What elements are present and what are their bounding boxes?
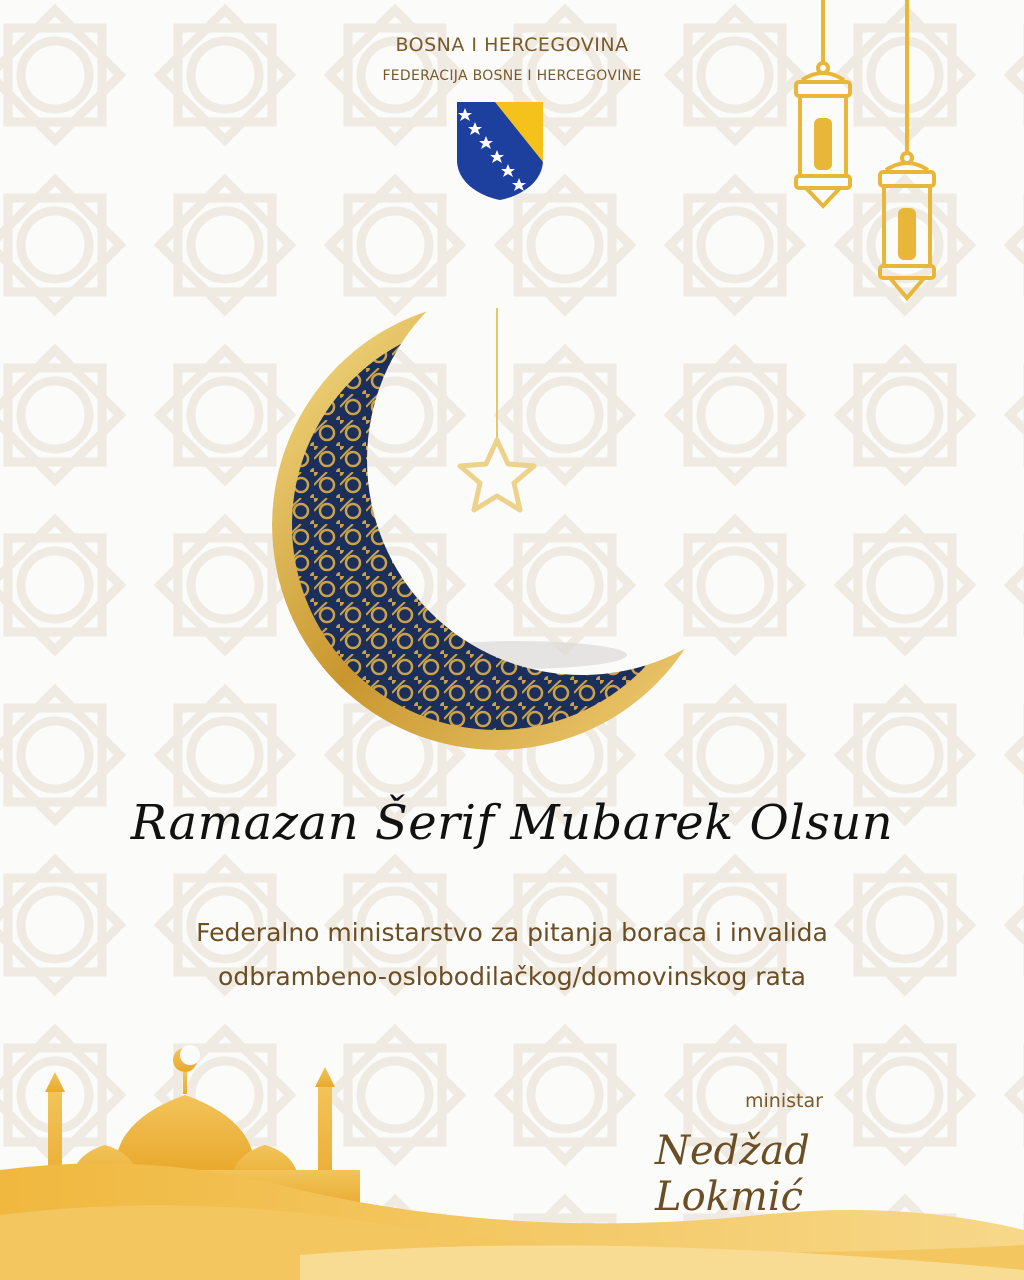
minister-signature: Nedžad Lokmić (655, 1128, 810, 1220)
hanging-lantern-icon (872, 0, 942, 305)
entity-name: FEDERACIJA BOSNE I HERCEGOVINE (382, 68, 642, 84)
minister-title: ministar (745, 1090, 823, 1112)
ministry-name-line1: Federalno ministarstvo za pitanja boraca i invalida (196, 918, 828, 947)
country-name: BOSNA I HERCEGOVINA (395, 34, 629, 56)
crescent-moon-icon (262, 290, 732, 760)
hanging-lantern-icon (788, 0, 858, 215)
greeting-title: Ramazan Šerif Mubarek Olsun (130, 795, 894, 851)
ministry-name-line2: odbrambeno-oslobodilačkog/domovinskog rata (218, 962, 806, 991)
coat-of-arms-icon (455, 100, 545, 202)
